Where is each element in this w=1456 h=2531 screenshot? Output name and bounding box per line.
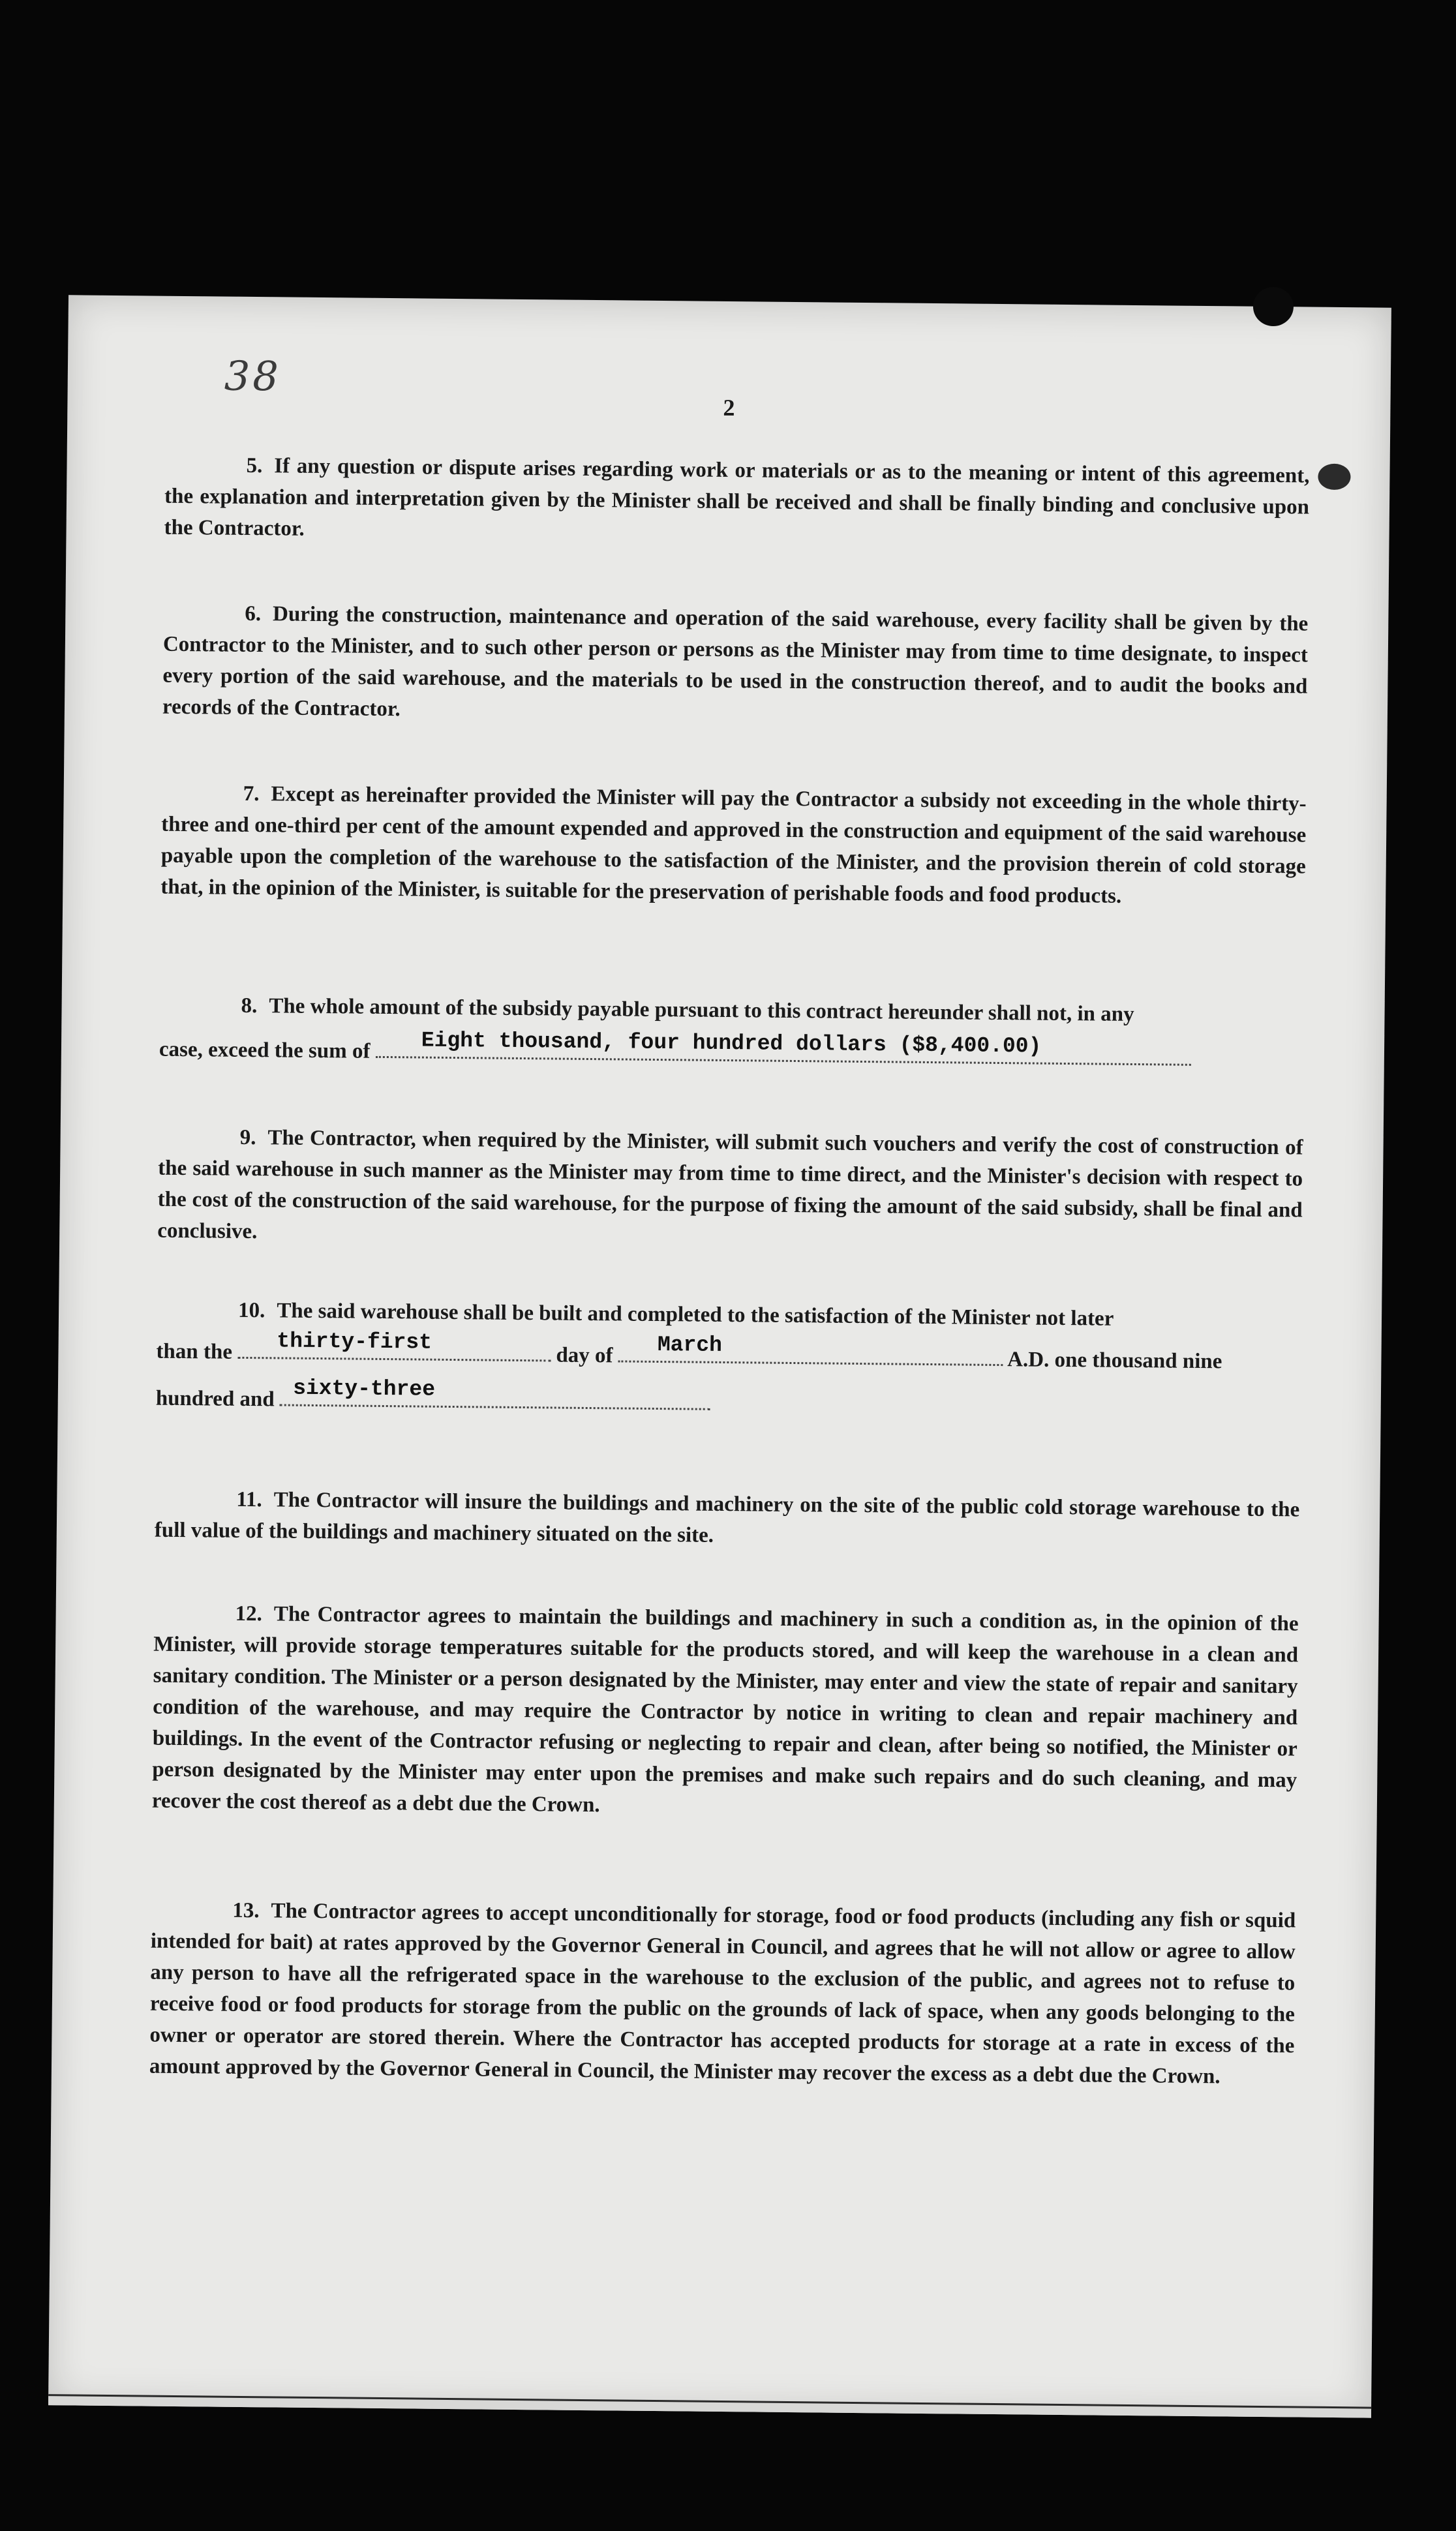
corner-stain [1318,464,1350,490]
subsidy-amount-line [159,1028,1191,1072]
clause-text: The Contractor agrees to maintain the buildings and machinery in such a condition as, in the opinion of the Minister, will provide storage temperatures suitable for the products stored, and will keep the warehouse in a clean and sanitary condition. The Minister or a person designated by the Minister, may enter and view the state of repair and sanitary condition of the warehouse, and may require the Contractor by notice in writing to clean and repair machinery and buildings. In the event of the Contractor refusing or neglecting to repair and clean, after being so notified, the Minister or person designated by the Minister may enter upon the premises and make such repairs and do such cleaning, and may recover the cost thereof as a debt due the Crown. [151,1602,1299,1817]
clause-text: If any question or dispute arises regarding work or materials or as to the meaning or intent of this agreement, the explanation and interpretation given by the Minister shall be received and shall be finally binding and conclusive upon the Contractor. [164,454,1310,541]
clause-number: 10. [237,1298,265,1323]
clause-number: 9. [239,1125,256,1150]
page-bottom-edge [48,2394,1371,2417]
clause-number: 5. [246,453,263,478]
day-field [237,1329,551,1362]
amount-prefix: case, exceed the sum of [159,1037,371,1063]
clause-text: The Contractor will insure the buildings and machinery on the site of the public cold storage warehouse to the full value of the buildings and machinery situated on the site. [154,1488,1300,1547]
clause-text: The Contractor, when required by the Minister, will submit such vouchers and verify the cost of construction of the said warehouse in such manner as the Minister may from time to time direct, and the Minister's decision with respect to the cost of the construction of the said warehouse, for the purpose of fixing the amount of the said subsidy, shall be final and conclusive. [157,1126,1303,1244]
document-page [48,295,1391,2417]
amount-value: Eight thousand, four hundred dollars ($8,400.00) [421,1028,1042,1059]
clause-6 [162,598,1309,734]
clause-text: During the construction, maintenance and operation of the said warehouse, every facility shall be given by the Contractor to the Minister, and to such other person or persons as the Minister may from time to time designate, to inspect every portion of the said warehouse, and the materials to be used in the construction thereof, and to audit the books and records of the Contractor. [162,602,1309,721]
hundred-and-label: hundred and [155,1386,275,1412]
clause-7 [160,778,1307,914]
than-the-label: than the [156,1339,233,1364]
month-field [618,1333,1003,1366]
clause-12 [152,1598,1299,1828]
clause-5 [164,449,1309,554]
clause-text: Except as hereinafter provided the Minister will pay the Contractor a subsidy not exceeding in the whole thirty-three and one-third per cent of the amount expended and approved in the construction and equipment of the said warehouse payable upon the completion of the warehouse to the satisfaction of the Minister, and the provision therein of cold storage that, in the opinion of the Minister, is suitable for the preservation of perishable foods and food products. [160,782,1307,908]
clause-number: 13. [232,1898,260,1923]
day-of-label: day of [556,1343,613,1368]
clause-number: 6. [245,601,262,626]
clause-13 [149,1894,1296,2093]
clause-number: 11. [236,1487,262,1512]
page-number: 2 [723,394,735,421]
clause-text: The Contractor agrees to accept unconditionally for storage, food or food products (including any fish or squid intended for bait) at rates approved by the Governor General in Council, and agrees that he will not allow or agree to allow any person to have all the refrigerated space in the warehouse to the exclusion of the public, and agrees not to refuse to receive food or food products for storage from the public on the grounds of lack of space, when any goods belonging to the owner or operator are stored therein. Where the Contractor has accepted products for storage at a rate in excess of the amount approved by the Governor General in Council, the Minister may recover the excess as a debt due the Crown. [149,1899,1296,2089]
completion-year-line [155,1376,710,1416]
punch-hole [1253,287,1294,327]
clause-text: The said warehouse shall be built and completed to the satisfaction of the Minister not later [277,1299,1114,1331]
clause-8 [159,990,1304,1032]
completion-date-line [156,1329,1222,1374]
clause-number: 8. [241,993,258,1018]
day-value: thirty-first [277,1329,432,1355]
clause-text: The whole amount of the subsidy payable pursuant to this contract hereunder shall not, in any [269,994,1134,1026]
clause-9 [157,1121,1303,1258]
ad-label: A.D. one thousand nine [1007,1348,1222,1374]
month-value: March [657,1333,723,1357]
clause-number: 12. [235,1601,263,1626]
clause-11 [155,1483,1300,1557]
handwritten-page-number: 38 [224,352,282,401]
amount-field [376,1028,1191,1066]
clause-number: 7. [243,781,260,806]
year-value: sixty-three [292,1376,436,1402]
year-field [280,1376,710,1410]
